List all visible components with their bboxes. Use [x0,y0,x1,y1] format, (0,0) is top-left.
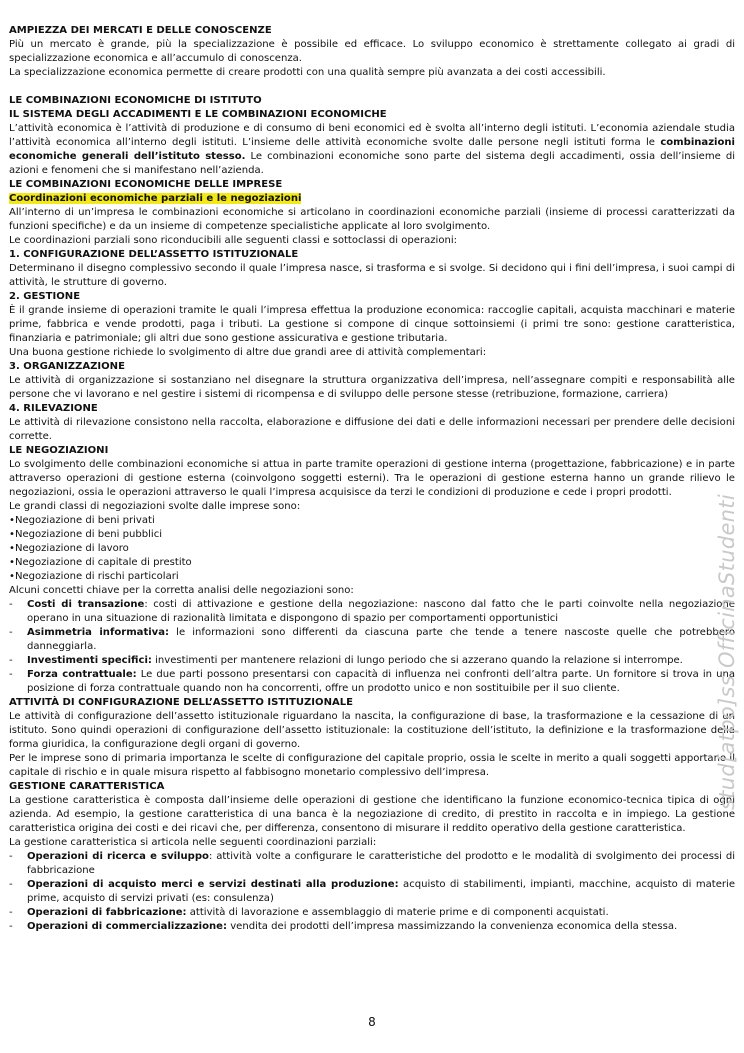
paragraph: Per le imprese sono di primaria importanza le scelte di configurazione del capitale proprio, ossia le scelte in merito a quali soggetti apportano il capitale di rischio e in quale misura rispetto al fabbisogno monetario complessivo dell’impresa. [9,753,735,778]
list-item: - Asimmetria informativa: le informazioni sono differenti da ciascuna parte che tende a tenere nascoste quelle che potrebbero danneggiarla. [9,626,735,654]
section-title-istituto: LE COMBINAZIONI ECONOMICHE DI ISTITUTO [9,95,262,106]
bullet-list [9,514,735,584]
paragraph: Determinano il disegno complessivo secondo il quale l’impresa nasce, si trasforma e si svolge. Si decidono qui i fini dell’impresa, i suoi campi di attività, le strutture di governo. [9,263,735,288]
page-number: 8 [368,1015,376,1029]
paragraph: Le attività di configurazione dell’assetto istituzionale riguardano la nascita, la configurazione di base, la trasformazione e la cessazione di un istituto. Sono quindi operazioni di configurazione dell’assetto istituzionale: la costituzione dell’istituto, la definizione e la trasformazione della forma giuridica, la configurazione degli organi di governo. [9,711,735,750]
subheading-gestione: 2. GESTIONE [9,291,81,302]
list-item: - Operazioni di acquisto merci e servizi destinati alla produzione: acquisto di stabilimenti, impianti, macchine, acquisto di materie prime, acquisto di servizi privati (es: consulenza) [9,878,735,906]
section-title-gestione-caratteristica: GESTIONE CARATTERISTICA [9,781,165,792]
paragraph: Le coordinazioni parziali sono riconducibili alle seguenti classi e sottoclassi di operazioni: [9,235,458,246]
paragraph: È il grande insieme di operazioni tramite le quali l’impresa effettua la produzione economica: raccoglie capitali, acquista macchinari e materie prime, fabbrica e vende prodotti, paga i tributi. La gestione si compone di cinque sottoinsiemi (i primi tre sono: gestione caratteristica, finanziaria e patrimoniale; gli altri due sono gestione assicurativa e gestione tributaria. [9,305,735,344]
list-item: - Operazioni di fabbricazione: attività di lavorazione e assemblaggio di materie prime e di componenti acquistati. [9,906,735,920]
document-page [9,24,735,934]
list-item: • Negoziazione di beni privati [9,514,735,528]
highlighted-heading: Coordinazioni economiche parziali e le negoziazioni [9,193,302,204]
list-item: • Negoziazione di beni pubblici [9,528,735,542]
list-item: - Costi di transazione: costi di attivazione e gestione della negoziazione: nascono dal fatto che le parti coinvolte nella negoziazione operano in una situazione di razionalità limitata e dispongono di spazio per comportamenti opportunistici [9,598,735,626]
list-item: • Negoziazione di rischi particolari [9,570,735,584]
dash-list [9,598,735,696]
subheading-configurazione: 1. CONFIGURAZIONE DELL’ASSETTO ISTITUZIONALE [9,249,299,260]
paragraph: Alcuni concetti chiave per la corretta analisi delle negoziazioni sono: [9,585,354,596]
paragraph: All’interno di un’impresa le combinazioni economiche si articolano in coordinazioni economiche parziali (insieme di processi caratterizzati da funzioni specifiche) e da un insieme di competenze specialistiche applicate al loro svolgimento. [9,207,735,232]
section-title-configurazione: ATTIVITÀ DI CONFIGURAZIONE DELL’ASSETTO ISTITUZIONALE [9,697,354,708]
watermark: stud[atpo]ss OfficinaStudenti [715,494,739,810]
paragraph: Più un mercato è grande, più la specializzazione è possibile ed efficace. Lo sviluppo economico è strettamente collegato ai gradi di specializzazione economica e all’accumulo di conoscenza. [9,39,735,64]
subheading-rilevazione: 4. RILEVAZIONE [9,403,98,414]
dash-list [9,850,735,934]
paragraph: La specializzazione economica permette di creare prodotti con una qualità sempre più avanzata a dei costi accessibili. [9,67,606,78]
section-title-imprese: LE COMBINAZIONI ECONOMICHE DELLE IMPRESE [9,179,283,190]
paragraph: La gestione caratteristica è composta dall’insieme delle operazioni di gestione che identificano la funzione economico-tecnica tipica di ogni azienda. Ad esempio, la gestione caratteristica di una banca è la negoziazione di credito, di prestito in raccolta e in impiego. La gestione caratteristica origina dei costi e dei ricavi che, per differenza, consentono di misurare il reddito operativo della gestione caratteristica. [9,795,735,834]
subheading-organizzazione: 3. ORGANIZZAZIONE [9,361,125,372]
list-item: - Investimenti specifici: investimenti per mantenere relazioni di lungo periodo che si azzerano quando la relazione si interrompe. [9,654,735,668]
paragraph: La gestione caratteristica si articola nelle seguenti coordinazioni parziali: [9,837,377,848]
paragraph: Le attività di organizzazione si sostanziano nel disegnare la struttura organizzativa dell’impresa, nell’assegnare compiti e responsabilità alle persone che vi lavorano e nel gestire i sistemi di ricompensa e di sviluppo delle persone stesse (retribuzione, formazione, carriera) [9,375,735,400]
list-item: - Operazioni di ricerca e sviluppo: attività volte a configurare le caratteristiche del prodotto e le modalità di svolgimento dei processi di fabbricazione [9,850,735,878]
list-item: • Negoziazione di lavoro [9,542,735,556]
list-item: - Operazioni di commercializzazione: vendita dei prodotti dell’impresa massimizzando la convenienza economica della stessa. [9,920,735,934]
paragraph: Le attività di rilevazione consistono nella raccolta, elaborazione e diffusione dei dati e delle informazioni necessari per prendere delle decisioni corrette. [9,417,735,442]
paragraph: Lo svolgimento delle combinazioni economiche si attua in parte tramite operazioni di gestione interna (progettazione, fabbricazione) e in parte attraverso operazioni di gestione esterna (coinvolgono soggetti esterni). Tra le operazioni di gestione esterna hanno un grande rilievo le negoziazioni, ossia le operazioni attraverso le quali l’impresa acquisisce da terzi le condizioni di produzione e cede i propri prodotti. [9,459,735,498]
section-title-negoziazioni: LE NEGOZIAZIONI [9,445,109,456]
paragraph: Le grandi classi di negoziazioni svolte dalle imprese sono: [9,501,301,512]
paragraph: Una buona gestione richiede lo svolgimento di altre due grandi aree di attività complementari: [9,347,487,358]
paragraph: L’attività economica è l’attività di produzione e di consumo di beni economici ed è svolta all’interno degli istituti. L’economia aziendale studia l’attività economica all’interno degli istituti. L’insieme delle attività economiche svolte dalle persone negli istituti forma le combinazioni economiche generali dell’istituto stesso. Le combinazioni economiche sono parte del sistema degli accadimenti, ossia dell’insieme di azioni e fenomeni che si manifestano nell’azienda. [9,123,735,176]
list-item: - Forza contrattuale: Le due parti possono presentarsi con capacità di influenza nei confronti dell’altra parte. Un fornitore si trova in una posizione di forza contrattuale quando non ha concorrenti, offre un prodotto unico e non sostituibile per il suo cliente. [9,668,735,696]
section-subtitle-accadimenti: IL SISTEMA DEGLI ACCADIMENTI E LE COMBINAZIONI ECONOMICHE [9,109,387,120]
section-title-ampiezza: AMPIEZZA DEI MERCATI E DELLE CONOSCENZE [9,25,272,36]
list-item: • Negoziazione di capitale di prestito [9,556,735,570]
